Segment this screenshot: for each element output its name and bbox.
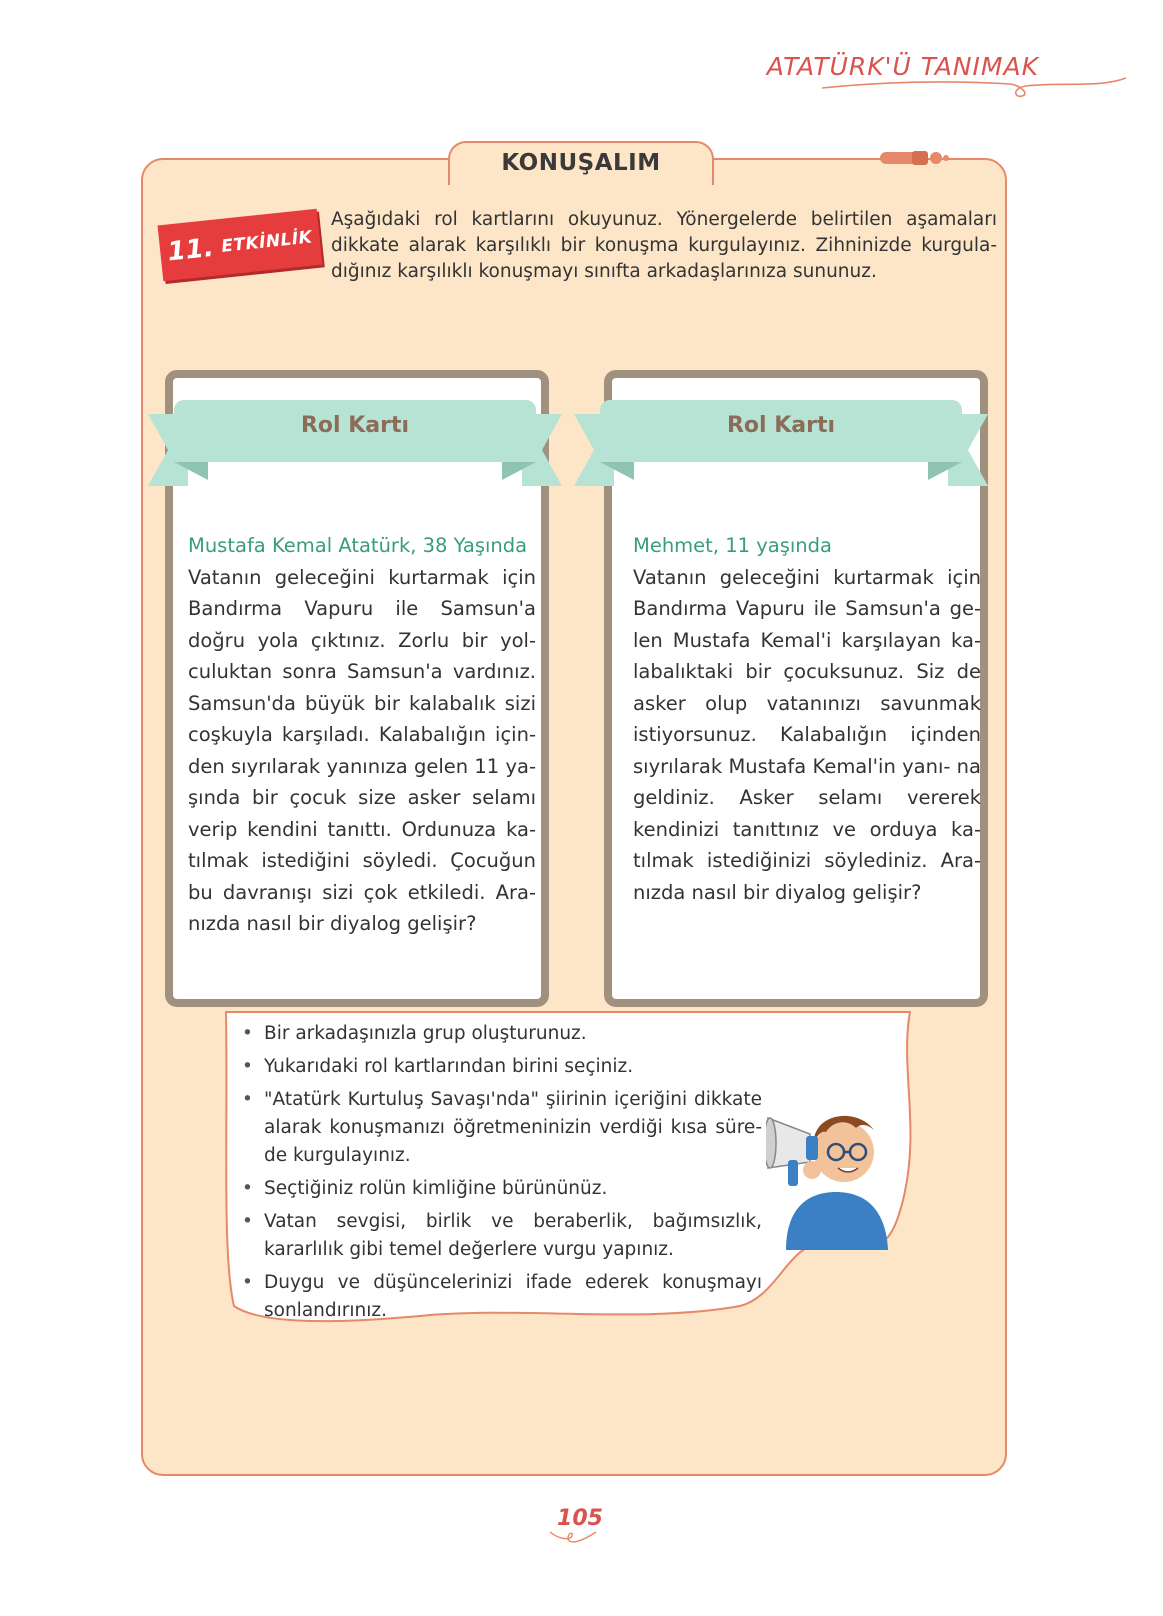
step-item: • Vatan sevgisi, birlik ve beraberlik, bağımsızlık, kararlılık gibi temel değerlere vurgu yapınız. bbox=[238, 1208, 762, 1264]
instruction-steps bbox=[238, 1020, 762, 1330]
step-item: • Duygu ve düşüncelerinizi ifade ederek konuşmayı sonlandırınız. bbox=[238, 1269, 762, 1325]
chapter-title: ATATÜRK'Ü TANIMAK bbox=[766, 52, 1039, 81]
step-item: • "Atatürk Kurtuluş Savaşı'nda" şiirinin içeriğini dikkate alarak konuşmanızı öğretmeninizin verdiği kısa süre- de kurgulayınız. bbox=[238, 1086, 762, 1170]
role-card-content bbox=[633, 530, 981, 908]
role-card-content bbox=[188, 530, 536, 940]
decorative-swirl bbox=[820, 74, 1130, 104]
page-number: 105 bbox=[557, 1506, 603, 1531]
step-item: • Yukarıdaki rol kartlarından birini seçiniz. bbox=[238, 1053, 762, 1081]
microphone-icon bbox=[880, 150, 950, 166]
role-card-title: Rol Kartı bbox=[726, 413, 836, 438]
activity-number: 11. bbox=[166, 232, 216, 268]
role-card-body: Vatanın geleceğini kurtarmak için Bandırma Vapuru ile Samsun'a ge- len Mustafa Kemal'i karşılayan ka- labalıktaki bir çocuksunuz. Siz de asker olup vatanınızı savunmak istiyorsunuz. Kalabalığın içinden sıyrılarak Mustafa Kemal'in yanı- na geldiniz. Asker selamı vererek kendinizi tanıttınız ve orduya ka- tılmak istediğinizi söylediniz. Ara- nızda nasıl bir diyalog gelişir? bbox=[633, 565, 981, 904]
role-card-heading: Mehmet, 11 yaşında bbox=[633, 534, 832, 557]
step-item: • Seçtiğiniz rolün kimliğine bürününüz. bbox=[238, 1175, 762, 1203]
boy-with-megaphone-illustration bbox=[766, 1100, 896, 1250]
role-card-heading: Mustafa Kemal Atatürk, 38 Yaşında bbox=[188, 534, 528, 557]
role-card-body: Vatanın geleceğini kurtarmak için Bandırma Vapuru ile Samsun'a doğru yola çıktınız. Zorlu bir yol- culuktan sonra Samsun'a vardınız. Samsun'da büyük bir kalabalık sizi coşkuyla karşıladı. Kalabalığın için- den sıyrılarak yanınıza gelen 11 ya- şında bir çocuk size asker selamı verip kendini tanıttı. Ordunuza ka- tılmak istediğini söyledi. Çocuğun bu davranışı sizi çok etkiledi. Ara- nızda nasıl bir diyalog gelişir? bbox=[188, 565, 536, 935]
activity-instruction: Aşağıdaki rol kartlarını okuyunuz. Yönergelerde belirtilen aşamaları dikkate alarak karşılıklı bir konuşma kurgulayınız. Zihninizde kurgula- dığınız karşılıklı konuşmayı sınıfta arkadaşlarınıza sununuz. bbox=[331, 209, 997, 282]
decorative-swirl bbox=[548, 1528, 598, 1548]
activity-label: ETKİNLİK bbox=[220, 227, 314, 257]
section-title: KONUŞALIM bbox=[501, 150, 661, 176]
step-item: • Bir arkadaşınızla grup oluşturunuz. bbox=[238, 1020, 762, 1048]
role-card-title: Rol Kartı bbox=[300, 413, 410, 438]
